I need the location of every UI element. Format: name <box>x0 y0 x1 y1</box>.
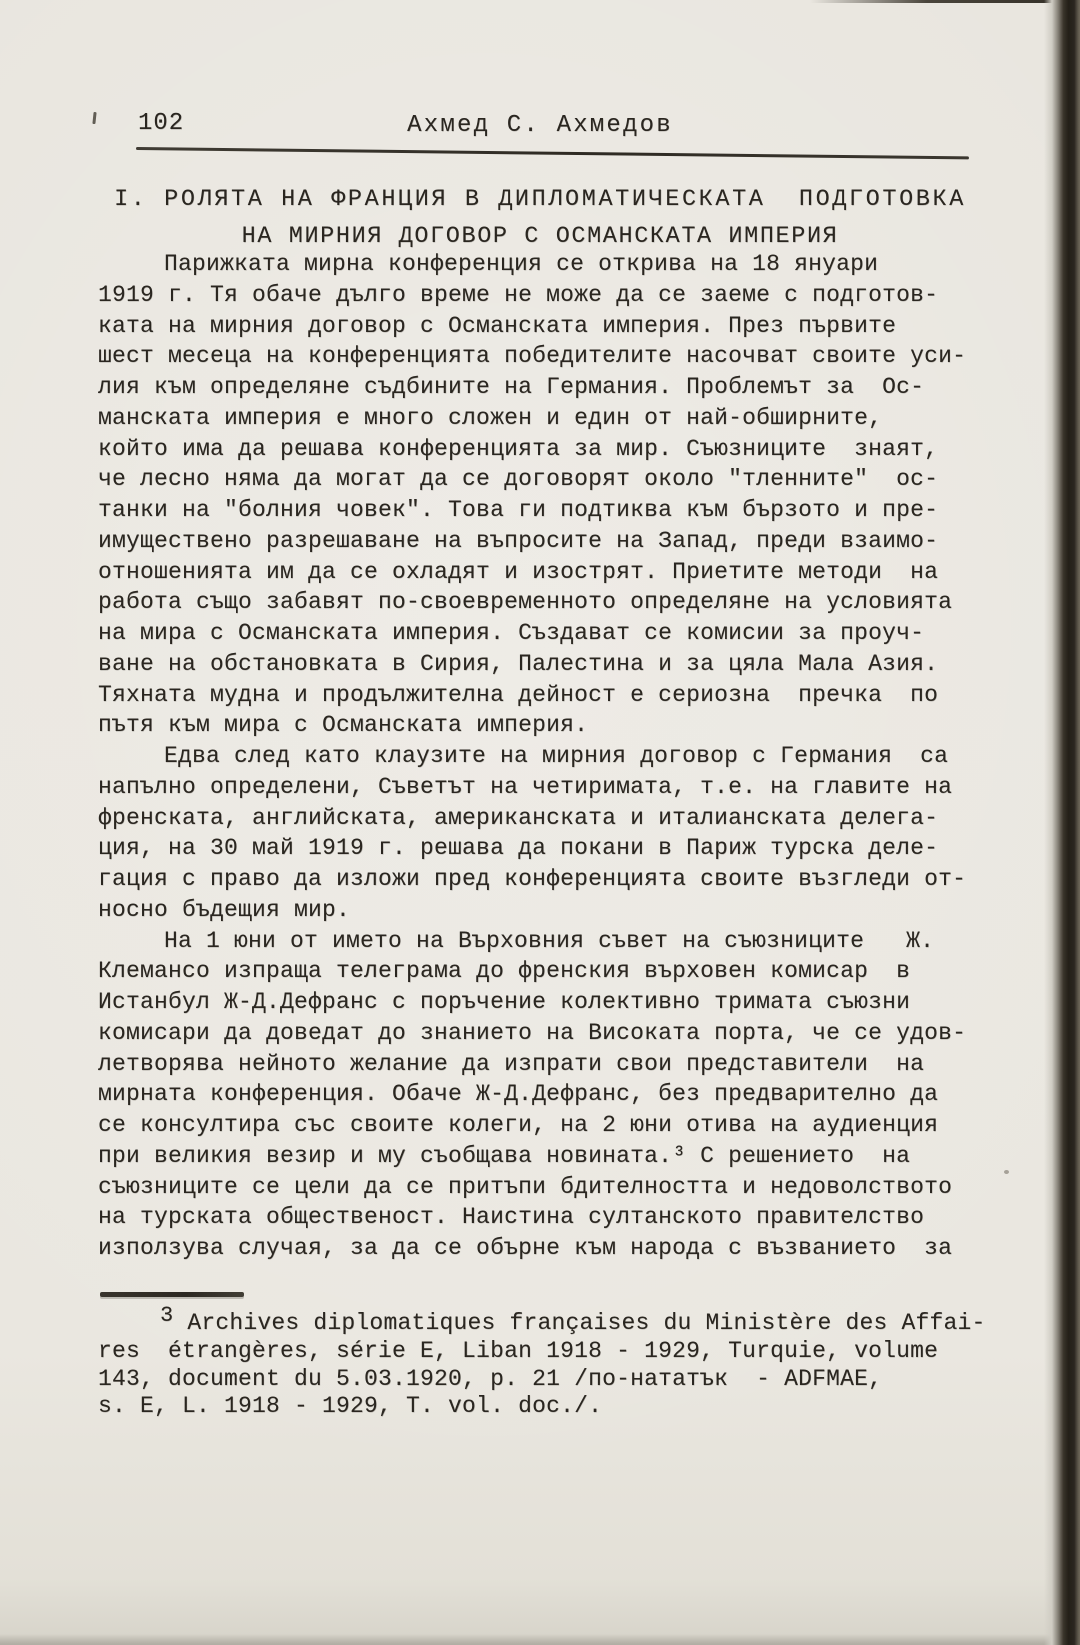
footnote-lines <box>98 1303 1018 1421</box>
body-line: използува случая, за да се обърне към народа с възванието за <box>98 1235 953 1261</box>
footnote-line: s. E, L. 1918 - 1929, T. vol. doc./. <box>98 1393 603 1420</box>
body-line: носно бъдещия мир. <box>98 896 351 923</box>
footnote-separator <box>100 1292 244 1297</box>
body-line: съюзниците се цели да се притъпи бдителността и недоволството <box>98 1173 953 1200</box>
body-line: на мира с Османската империя. Създават се комисии за проуч- <box>98 620 925 646</box>
body-line: че лесно няма да могат да се договорят около "тленните" ос- <box>98 466 939 493</box>
body-line: Клемансо изпраща телеграма до френския върховен комисар в <box>98 958 911 985</box>
body-line: ката на мирния договор с Османската империя. През първите <box>98 312 897 339</box>
body-line: Парижката мирна конференция се открива на 18 януари <box>164 251 879 277</box>
body-line: имуществено разрешаване на въпросите на Запад, преди взаимо- <box>98 527 939 554</box>
chapter-heading-line-1: I. РОЛЯТА НА ФРАНЦИЯ В ДИПЛОМАТИЧЕСКАТА ПОДГОТОВКА <box>114 186 966 213</box>
chapter-heading-line-2: НА МИРНИЯ ДОГОВОР С ОСМАНСКАТА ИМПЕРИЯ <box>241 223 839 250</box>
footnote-line: res étrangères, série E, Liban 1918 - 1929, Turquie, volume <box>98 1337 939 1364</box>
scan-edge-bottom <box>0 1634 1080 1645</box>
body-line: гация с право да изложи пред конференцията своите възгледи от- <box>98 866 967 892</box>
book-binding-edge <box>1044 0 1080 1645</box>
body-text <box>98 249 1018 1264</box>
footnote <box>98 1292 1018 1421</box>
body-line: на турската общественост. Наистина султанското правителство <box>98 1204 925 1231</box>
body-line: танки на "болния човек". Това ги подтиква към бързото и пре- <box>98 497 939 523</box>
body-line: лия към определяне съдбините на Германия. Проблемът за Ос- <box>98 374 925 400</box>
body-line: Истанбул Ж-Д.Дефранс с поръчение колективно тримата съюзни <box>98 989 911 1015</box>
body-line: се консултира със своите колеги, на 2 юни отива на аудиенция <box>98 1112 939 1138</box>
stray-dot <box>1004 1170 1009 1174</box>
body-line: шест месеца на конференцията победителите насочват своите уси- <box>98 343 967 370</box>
body-line: френската, английската, американската и италианската делега- <box>98 804 939 831</box>
scan-edge-top <box>810 0 1070 3</box>
body-line: мирната конференция. Обаче Ж-Д.Дефранс, без предварително да <box>98 1081 939 1108</box>
body-line: манската империя е много сложен и един от най-обширните, <box>98 404 883 431</box>
body-line: пътя към мира с Османската империя. <box>98 712 589 739</box>
page-number: 102 <box>138 110 185 137</box>
body-line: при великия везир и му съобщава новината.³ С решението на <box>98 1142 911 1169</box>
body-line: На 1 юни от името на Върховния съвет на съюзниците Ж. <box>164 927 935 954</box>
body-line: комисари да доведат до знанието на Високата порта, че се удов- <box>98 1019 967 1046</box>
body-line: Тяхната мудна и продължителна дейност е сериозна пречка по <box>98 681 939 708</box>
body-line: ция, на 30 май 1919 г. решава да покани в Париж турска деле- <box>98 835 939 862</box>
body-line: напълно определени, Съветът на четиримата, т.е. на главите на <box>98 773 953 800</box>
footnote-marker: 3 <box>160 1303 174 1328</box>
running-head: Ахмед С. Ахмедов <box>407 112 673 139</box>
body-line: Едва след като клаузите на мирния договор с Германия са <box>164 743 949 769</box>
body-line: ване на обстановката в Сирия, Палестина и за цяла Мала Азия. <box>98 650 939 677</box>
body-line: който има да решава конференцията за мир. Съюзниците знаят, <box>98 435 939 462</box>
body-line: работа също забавят по-своевременното определяне на условията <box>98 589 953 616</box>
chapter-heading <box>0 181 1080 255</box>
header-rule <box>136 147 969 159</box>
body-line: 1919 г. Тя обаче дълго време не може да се заеме с подготов- <box>98 281 939 308</box>
body-line: отношенията им да се охладят и изострят. Приетите методи на <box>98 558 939 585</box>
body-line: летворява нейното желание да изпрати свои представители на <box>98 1050 925 1077</box>
footnote-line: 143, document du 5.03.1920, p. 21 /по-нататък - ADFMAE, <box>98 1365 883 1392</box>
footnote-line: 3 Archives diplomatiques françaises du Ministère des Affai- <box>160 1303 986 1336</box>
